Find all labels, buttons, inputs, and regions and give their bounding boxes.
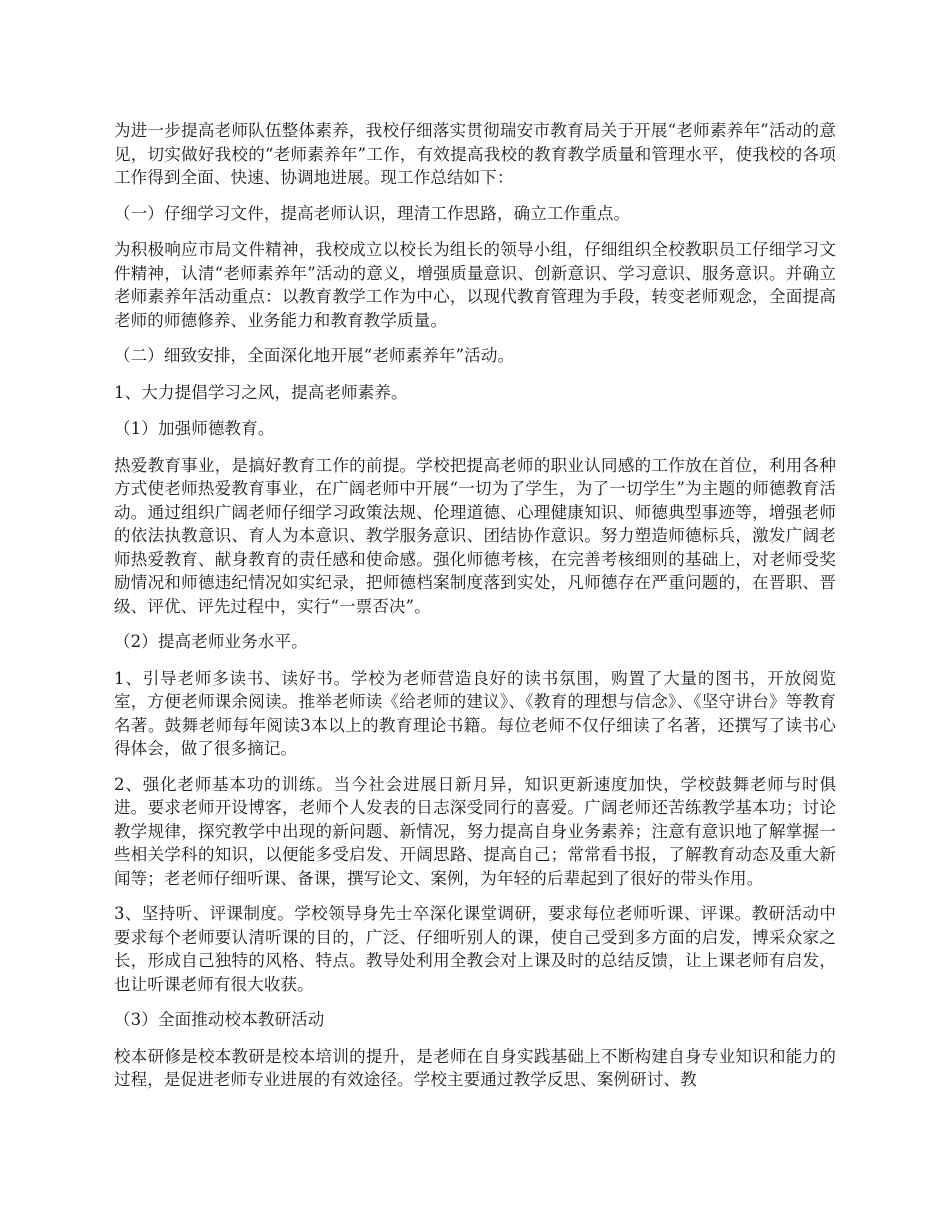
item-heading-3: （3）全面推动校本教研活动 — [114, 1010, 325, 1029]
body-paragraph: 热爱教育事业，是搞好教育工作的前提。学校把提高老师的职业认同感的工作放在首位，利用各种方式使老师热爱教育事业，在广阔老师中开展“一切为了学生，为了一切学生”为主题的师德教育活动。通过组织广阔老师仔细学习政策法规、伦理道德、心理健康知识、师德典型事迹等，增强老师的依法执教意识、育人为本意识、教学服务意识、团结协作意识。努力塑造师德标兵，激发广阔老师热爱教育、献身教育的责任感和使命感。强化师德考核，在完善考核细则的基础上，对老师受奖励情况和师德违纪情况如实纪录，把师德档案制度落到实处，凡师德存在严重问题的，在晋职、晋级、评优、评先过程中，实行“一票否决”。 — [114, 455, 836, 616]
body-paragraph: 2、强化老师基本功的训练。当今社会进展日新月异，知识更新速度加快，学校鼓舞老师与时俱进。要求老师开设博客，老师个人发表的日志深受同行的喜爱。广阔老师还苦练教学基本功；讨论教学规律，探究教学中出现的新问题、新情况，努力提高自身业务素养；注意有意识地了解掌握一些相关学科的知识，以便能多受启发、开阔思路、提高自己；常常看书报，了解教育动态及重大新闻等；老老师仔细听课、备课，撰写论文、案例，为年轻的后辈起到了很好的带头作用。 — [114, 774, 836, 888]
item-heading-2: （2）提高老师业务水平。 — [114, 632, 308, 651]
subsection-heading-1: 1、大力提倡学习之风，提高老师素养。 — [114, 382, 408, 402]
body-paragraph: 3、坚持听、评课制度。学校领导身先士卒深化课堂调研，要求每位老师听课、评课。教研活动中要求每个老师要认清听课的目的，广泛、仔细听别人的课，使自己受到多方面的启发，博采众家之长，形成自己独特的风格、特点。教导处利用全教会对上课及时的总结反馈，让上课老师有启发，也让听课老师有很大收获。 — [114, 904, 836, 994]
item-heading-1: （1）加强师德教育。 — [114, 419, 275, 438]
section-heading-1: （一）仔细学习文件，提高老师认识，理清工作思路，确立工作重点。 — [114, 203, 631, 223]
intro-paragraph: 为进一步提高老师队伍整体素养，我校仔细落实贯彻瑞安市教育局关于开展“老师素养年”活动的意见，切实做好我校的“老师素养年”工作，有效提高我校的教育教学质量和管理水平，使我校的各项工作得到全面、快速、协调地进展。现工作总结如下： — [114, 121, 836, 187]
body-paragraph: 1、引导老师多读书、读好书。学校为老师营造良好的读书氛围，购置了大量的图书，开放阅览室，方便老师课余阅读。推举老师读《给老师的建议》、《教育的理想与信念》、《坚守讲台》等教育名著。鼓舞老师每年阅读3本以上的教育理论书籍。每位老师不仅仔细读了名著，还撰写了读书心得体会，做了很多摘记。 — [114, 668, 836, 758]
body-paragraph: 校本研修是校本教研是校本培训的提升，是老师在自身实践基础上不断构建自身专业知识和能力的过程，是促进老师专业进展的有效途径。学校主要通过教学反思、案例研讨、教 — [114, 1046, 836, 1089]
section-heading-2: （二）细致安排，全面深化地开展“老师素养年”活动。 — [114, 346, 515, 365]
body-paragraph: 为积极响应市局文件精神，我校成立以校长为组长的领导小组，仔细组织全校教职员工仔细学习文件精神，认清“老师素养年”活动的意义，增强质量意识、创新意识、学习意识、服务意识。并确立老师素养年活动重点：以教育教学工作为中心，以现代教育管理为手段，转变老师观念，全面提高老师的师德修养、业务能力和教育教学质量。 — [114, 240, 836, 330]
document-body — [114, 119, 836, 1104]
